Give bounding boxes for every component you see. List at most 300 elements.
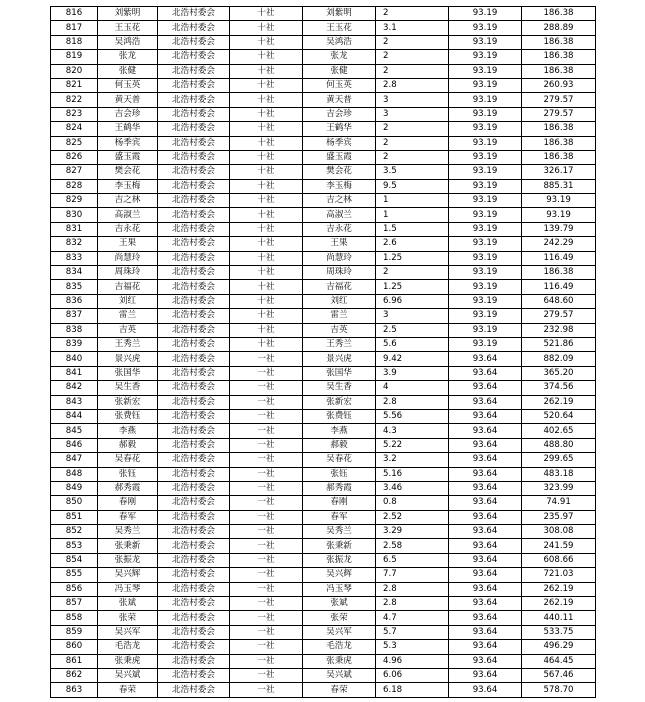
amount-value-cell: 533.75 (522, 625, 596, 639)
table-row (51, 366, 596, 380)
table-row (51, 78, 596, 92)
unit-price-cell: 93.19 (449, 64, 522, 78)
row-number-cell: 848 (51, 467, 98, 481)
table-row (51, 309, 596, 323)
area-value-cell: 2.8 (376, 395, 449, 409)
household-name-cell: 冯玉琴 (98, 582, 158, 596)
village-committee-cell: 北浩村委会 (158, 179, 230, 193)
amount-value-cell: 93.19 (522, 194, 596, 208)
unit-price-cell: 93.64 (449, 611, 522, 625)
unit-price-cell: 93.19 (449, 150, 522, 164)
row-number-cell: 849 (51, 481, 98, 495)
unit-price-cell: 93.64 (449, 467, 522, 481)
household-name-cell: 刘红 (98, 294, 158, 308)
unit-price-cell: 93.19 (449, 237, 522, 251)
payee-name-cell: 吴兴斌 (303, 668, 376, 682)
area-value-cell: 3.2 (376, 453, 449, 467)
unit-price-cell: 93.19 (449, 7, 522, 21)
area-value-cell: 0.8 (376, 496, 449, 510)
payee-name-cell: 春荣 (303, 683, 376, 697)
row-number-cell: 853 (51, 539, 98, 553)
unit-price-cell: 93.19 (449, 208, 522, 222)
table-row (51, 194, 596, 208)
table-row (51, 496, 596, 510)
amount-value-cell: 464.45 (522, 654, 596, 668)
table-row (51, 510, 596, 524)
village-committee-cell: 北浩村委会 (158, 438, 230, 452)
payee-name-cell: 张健 (303, 64, 376, 78)
household-name-cell: 张斌 (98, 597, 158, 611)
household-name-cell: 王秀兰 (98, 337, 158, 351)
amount-value-cell: 93.19 (522, 208, 596, 222)
row-number-cell: 822 (51, 93, 98, 107)
row-number-cell: 827 (51, 165, 98, 179)
group-name-cell: 十社 (230, 165, 303, 179)
payee-name-cell: 毛浩龙 (303, 640, 376, 654)
unit-price-cell: 93.19 (449, 122, 522, 136)
household-name-cell: 高淑兰 (98, 208, 158, 222)
table-row (51, 237, 596, 251)
amount-value-cell: 232.98 (522, 323, 596, 337)
amount-value-cell: 262.19 (522, 582, 596, 596)
group-name-cell: 十社 (230, 294, 303, 308)
table-row (51, 481, 596, 495)
unit-price-cell: 93.64 (449, 381, 522, 395)
amount-value-cell: 608.66 (522, 553, 596, 567)
group-name-cell: 十社 (230, 208, 303, 222)
group-name-cell: 一社 (230, 611, 303, 625)
area-value-cell: 4 (376, 381, 449, 395)
village-committee-cell: 北浩村委会 (158, 625, 230, 639)
payee-name-cell: 张费钰 (303, 409, 376, 423)
area-value-cell: 5.56 (376, 409, 449, 423)
payee-name-cell: 吴兴军 (303, 625, 376, 639)
area-value-cell: 1 (376, 194, 449, 208)
table-row (51, 266, 596, 280)
payee-name-cell: 李玉梅 (303, 179, 376, 193)
unit-price-cell: 93.64 (449, 481, 522, 495)
amount-value-cell: 578.70 (522, 683, 596, 697)
payee-name-cell: 吉福花 (303, 280, 376, 294)
household-name-cell: 景兴虎 (98, 352, 158, 366)
area-value-cell: 2 (376, 7, 449, 21)
household-name-cell: 吴兴辉 (98, 568, 158, 582)
village-committee-cell: 北浩村委会 (158, 294, 230, 308)
unit-price-cell: 93.19 (449, 107, 522, 121)
payee-name-cell: 张振龙 (303, 553, 376, 567)
amount-value-cell: 288.89 (522, 21, 596, 35)
village-committee-cell: 北浩村委会 (158, 7, 230, 21)
group-name-cell: 一社 (230, 366, 303, 380)
group-name-cell: 十社 (230, 309, 303, 323)
village-committee-cell: 北浩村委会 (158, 683, 230, 697)
household-name-cell: 王玉花 (98, 21, 158, 35)
household-name-cell: 盛玉霞 (98, 150, 158, 164)
village-committee-cell: 北浩村委会 (158, 424, 230, 438)
group-name-cell: 一社 (230, 683, 303, 697)
data-table (50, 6, 596, 698)
village-committee-cell: 北浩村委会 (158, 208, 230, 222)
table-row (51, 50, 596, 64)
household-name-cell: 何玉英 (98, 78, 158, 92)
amount-value-cell: 721.03 (522, 568, 596, 582)
village-committee-cell: 北浩村委会 (158, 395, 230, 409)
household-name-cell: 春荣 (98, 683, 158, 697)
unit-price-cell: 93.64 (449, 438, 522, 452)
payee-name-cell: 吴兴辉 (303, 568, 376, 582)
table-row (51, 539, 596, 553)
household-name-cell: 张新宏 (98, 395, 158, 409)
household-name-cell: 吉永花 (98, 222, 158, 236)
row-number-cell: 829 (51, 194, 98, 208)
unit-price-cell: 93.64 (449, 352, 522, 366)
group-name-cell: 十社 (230, 7, 303, 21)
row-number-cell: 857 (51, 597, 98, 611)
amount-value-cell: 139.79 (522, 222, 596, 236)
group-name-cell: 十社 (230, 35, 303, 49)
payee-name-cell: 吴秀兰 (303, 525, 376, 539)
row-number-cell: 835 (51, 280, 98, 294)
area-value-cell: 3.46 (376, 481, 449, 495)
household-name-cell: 周珠玲 (98, 266, 158, 280)
group-name-cell: 一社 (230, 539, 303, 553)
amount-value-cell: 520.64 (522, 409, 596, 423)
row-number-cell: 855 (51, 568, 98, 582)
table-row (51, 7, 596, 21)
amount-value-cell: 648.60 (522, 294, 596, 308)
amount-value-cell: 116.49 (522, 251, 596, 265)
row-number-cell: 833 (51, 251, 98, 265)
village-committee-cell: 北浩村委会 (158, 93, 230, 107)
amount-value-cell: 483.18 (522, 467, 596, 481)
village-committee-cell: 北浩村委会 (158, 510, 230, 524)
row-number-cell: 847 (51, 453, 98, 467)
payee-name-cell: 吉之林 (303, 194, 376, 208)
area-value-cell: 6.18 (376, 683, 449, 697)
area-value-cell: 2 (376, 266, 449, 280)
table-row (51, 611, 596, 625)
payee-name-cell: 王果 (303, 237, 376, 251)
amount-value-cell: 521.86 (522, 337, 596, 351)
amount-value-cell: 262.19 (522, 597, 596, 611)
amount-value-cell: 262.19 (522, 395, 596, 409)
unit-price-cell: 93.64 (449, 539, 522, 553)
household-name-cell: 毛浩龙 (98, 640, 158, 654)
village-committee-cell: 北浩村委会 (158, 150, 230, 164)
table-row (51, 323, 596, 337)
group-name-cell: 十社 (230, 78, 303, 92)
payee-name-cell: 王秀兰 (303, 337, 376, 351)
amount-value-cell: 242.29 (522, 237, 596, 251)
unit-price-cell: 93.64 (449, 582, 522, 596)
table-row (51, 582, 596, 596)
row-number-cell: 828 (51, 179, 98, 193)
payee-name-cell: 郝毅 (303, 438, 376, 452)
area-value-cell: 1 (376, 208, 449, 222)
household-name-cell: 吴鸿浩 (98, 35, 158, 49)
table-row (51, 122, 596, 136)
amount-value-cell: 186.38 (522, 150, 596, 164)
household-name-cell: 吉之林 (98, 194, 158, 208)
payee-name-cell: 刘紫明 (303, 7, 376, 21)
amount-value-cell: 235.97 (522, 510, 596, 524)
group-name-cell: 十社 (230, 179, 303, 193)
area-value-cell: 2 (376, 122, 449, 136)
row-number-cell: 856 (51, 582, 98, 596)
household-name-cell: 张龙 (98, 50, 158, 64)
household-name-cell: 杨季宾 (98, 136, 158, 150)
household-name-cell: 春军 (98, 510, 158, 524)
area-value-cell: 3 (376, 107, 449, 121)
table-row (51, 337, 596, 351)
payee-name-cell: 刘红 (303, 294, 376, 308)
payee-name-cell: 李燕 (303, 424, 376, 438)
household-name-cell: 郝毅 (98, 438, 158, 452)
group-name-cell: 一社 (230, 640, 303, 654)
area-value-cell: 3 (376, 309, 449, 323)
amount-value-cell: 323.99 (522, 481, 596, 495)
household-name-cell: 张振龙 (98, 553, 158, 567)
group-name-cell: 一社 (230, 668, 303, 682)
group-name-cell: 一社 (230, 568, 303, 582)
group-name-cell: 十社 (230, 237, 303, 251)
row-number-cell: 819 (51, 50, 98, 64)
household-name-cell: 张健 (98, 64, 158, 78)
group-name-cell: 一社 (230, 625, 303, 639)
village-committee-cell: 北浩村委会 (158, 611, 230, 625)
row-number-cell: 854 (51, 553, 98, 567)
row-number-cell: 842 (51, 381, 98, 395)
group-name-cell: 一社 (230, 582, 303, 596)
household-name-cell: 张荣 (98, 611, 158, 625)
unit-price-cell: 93.64 (449, 395, 522, 409)
area-value-cell: 1.25 (376, 251, 449, 265)
village-committee-cell: 北浩村委会 (158, 323, 230, 337)
area-value-cell: 5.6 (376, 337, 449, 351)
payee-name-cell: 张龙 (303, 50, 376, 64)
household-name-cell: 樊会花 (98, 165, 158, 179)
table-row (51, 640, 596, 654)
unit-price-cell: 93.19 (449, 136, 522, 150)
unit-price-cell: 93.19 (449, 78, 522, 92)
unit-price-cell: 93.64 (449, 668, 522, 682)
household-name-cell: 张钰 (98, 467, 158, 481)
group-name-cell: 一社 (230, 438, 303, 452)
group-name-cell: 一社 (230, 395, 303, 409)
area-value-cell: 2.52 (376, 510, 449, 524)
area-value-cell: 5.16 (376, 467, 449, 481)
group-name-cell: 十社 (230, 337, 303, 351)
row-number-cell: 860 (51, 640, 98, 654)
area-value-cell: 7.7 (376, 568, 449, 582)
group-name-cell: 十社 (230, 93, 303, 107)
amount-value-cell: 186.38 (522, 35, 596, 49)
row-number-cell: 852 (51, 525, 98, 539)
table-body (51, 7, 596, 698)
group-name-cell: 一社 (230, 352, 303, 366)
payee-name-cell: 尚慧玲 (303, 251, 376, 265)
table-row (51, 222, 596, 236)
row-number-cell: 826 (51, 150, 98, 164)
row-number-cell: 859 (51, 625, 98, 639)
group-name-cell: 一社 (230, 381, 303, 395)
household-name-cell: 张秉新 (98, 539, 158, 553)
row-number-cell: 837 (51, 309, 98, 323)
row-number-cell: 839 (51, 337, 98, 351)
row-number-cell: 836 (51, 294, 98, 308)
amount-value-cell: 186.38 (522, 266, 596, 280)
amount-value-cell: 488.80 (522, 438, 596, 452)
group-name-cell: 一社 (230, 481, 303, 495)
area-value-cell: 2.58 (376, 539, 449, 553)
village-committee-cell: 北浩村委会 (158, 539, 230, 553)
household-name-cell: 吉英 (98, 323, 158, 337)
payee-name-cell: 吴春花 (303, 453, 376, 467)
household-name-cell: 吴秀兰 (98, 525, 158, 539)
area-value-cell: 2.8 (376, 597, 449, 611)
unit-price-cell: 93.19 (449, 222, 522, 236)
area-value-cell: 1.25 (376, 280, 449, 294)
payee-name-cell: 春军 (303, 510, 376, 524)
amount-value-cell: 186.38 (522, 7, 596, 21)
amount-value-cell: 186.38 (522, 64, 596, 78)
row-number-cell: 861 (51, 654, 98, 668)
row-number-cell: 825 (51, 136, 98, 150)
unit-price-cell: 93.64 (449, 625, 522, 639)
unit-price-cell: 93.19 (449, 21, 522, 35)
unit-price-cell: 93.19 (449, 165, 522, 179)
amount-value-cell: 567.46 (522, 668, 596, 682)
household-name-cell: 吴兴军 (98, 625, 158, 639)
payee-name-cell: 郝秀霞 (303, 481, 376, 495)
area-value-cell: 2 (376, 35, 449, 49)
group-name-cell: 一社 (230, 654, 303, 668)
group-name-cell: 一社 (230, 467, 303, 481)
area-value-cell: 5.22 (376, 438, 449, 452)
unit-price-cell: 93.64 (449, 640, 522, 654)
amount-value-cell: 299.65 (522, 453, 596, 467)
unit-price-cell: 93.64 (449, 366, 522, 380)
area-value-cell: 3 (376, 93, 449, 107)
row-number-cell: 823 (51, 107, 98, 121)
row-number-cell: 858 (51, 611, 98, 625)
area-value-cell: 6.96 (376, 294, 449, 308)
village-committee-cell: 北浩村委会 (158, 122, 230, 136)
unit-price-cell: 93.19 (449, 194, 522, 208)
unit-price-cell: 93.64 (449, 424, 522, 438)
amount-value-cell: 279.57 (522, 309, 596, 323)
village-committee-cell: 北浩村委会 (158, 352, 230, 366)
group-name-cell: 一社 (230, 510, 303, 524)
area-value-cell: 2.8 (376, 582, 449, 596)
area-value-cell: 3.1 (376, 21, 449, 35)
table-row (51, 395, 596, 409)
village-committee-cell: 北浩村委会 (158, 136, 230, 150)
unit-price-cell: 93.64 (449, 597, 522, 611)
amount-value-cell: 74.91 (522, 496, 596, 510)
group-name-cell: 十社 (230, 251, 303, 265)
household-name-cell: 王果 (98, 237, 158, 251)
village-committee-cell: 北浩村委会 (158, 251, 230, 265)
table-row (51, 381, 596, 395)
unit-price-cell: 93.64 (449, 409, 522, 423)
table-row (51, 424, 596, 438)
village-committee-cell: 北浩村委会 (158, 237, 230, 251)
area-value-cell: 2 (376, 64, 449, 78)
unit-price-cell: 93.64 (449, 525, 522, 539)
row-number-cell: 841 (51, 366, 98, 380)
row-number-cell: 851 (51, 510, 98, 524)
village-committee-cell: 北浩村委会 (158, 366, 230, 380)
table-row (51, 553, 596, 567)
table-row (51, 93, 596, 107)
group-name-cell: 一社 (230, 453, 303, 467)
payee-name-cell: 张秉虎 (303, 654, 376, 668)
household-name-cell: 黄天普 (98, 93, 158, 107)
unit-price-cell: 93.19 (449, 337, 522, 351)
village-committee-cell: 北浩村委会 (158, 35, 230, 49)
village-committee-cell: 北浩村委会 (158, 582, 230, 596)
household-name-cell: 尚慧玲 (98, 251, 158, 265)
table-row (51, 352, 596, 366)
amount-value-cell: 260.93 (522, 78, 596, 92)
village-committee-cell: 北浩村委会 (158, 568, 230, 582)
row-number-cell: 844 (51, 409, 98, 423)
group-name-cell: 十社 (230, 323, 303, 337)
household-name-cell: 吉福花 (98, 280, 158, 294)
group-name-cell: 一社 (230, 424, 303, 438)
unit-price-cell: 93.19 (449, 280, 522, 294)
unit-price-cell: 93.64 (449, 683, 522, 697)
group-name-cell: 十社 (230, 194, 303, 208)
row-number-cell: 821 (51, 78, 98, 92)
group-name-cell: 一社 (230, 597, 303, 611)
amount-value-cell: 374.56 (522, 381, 596, 395)
unit-price-cell: 93.19 (449, 179, 522, 193)
area-value-cell: 4.7 (376, 611, 449, 625)
village-committee-cell: 北浩村委会 (158, 496, 230, 510)
payee-name-cell: 周珠玲 (303, 266, 376, 280)
payee-name-cell: 高淑兰 (303, 208, 376, 222)
village-committee-cell: 北浩村委会 (158, 409, 230, 423)
village-committee-cell: 北浩村委会 (158, 309, 230, 323)
village-committee-cell: 北浩村委会 (158, 381, 230, 395)
row-number-cell: 832 (51, 237, 98, 251)
table-row (51, 136, 596, 150)
group-name-cell: 十社 (230, 50, 303, 64)
area-value-cell: 5.3 (376, 640, 449, 654)
village-committee-cell: 北浩村委会 (158, 654, 230, 668)
payee-name-cell: 吉会珍 (303, 107, 376, 121)
village-committee-cell: 北浩村委会 (158, 222, 230, 236)
area-value-cell: 3.5 (376, 165, 449, 179)
payee-name-cell: 杨季宾 (303, 136, 376, 150)
amount-value-cell: 241.59 (522, 539, 596, 553)
amount-value-cell: 186.38 (522, 122, 596, 136)
unit-price-cell: 93.19 (449, 323, 522, 337)
unit-price-cell: 93.64 (449, 496, 522, 510)
group-name-cell: 一社 (230, 553, 303, 567)
household-name-cell: 张费钰 (98, 409, 158, 423)
area-value-cell: 6.5 (376, 553, 449, 567)
table-row (51, 409, 596, 423)
group-name-cell: 十社 (230, 280, 303, 294)
amount-value-cell: 496.29 (522, 640, 596, 654)
amount-value-cell: 885.31 (522, 179, 596, 193)
row-number-cell: 843 (51, 395, 98, 409)
group-name-cell: 十社 (230, 122, 303, 136)
payee-name-cell: 春刚 (303, 496, 376, 510)
